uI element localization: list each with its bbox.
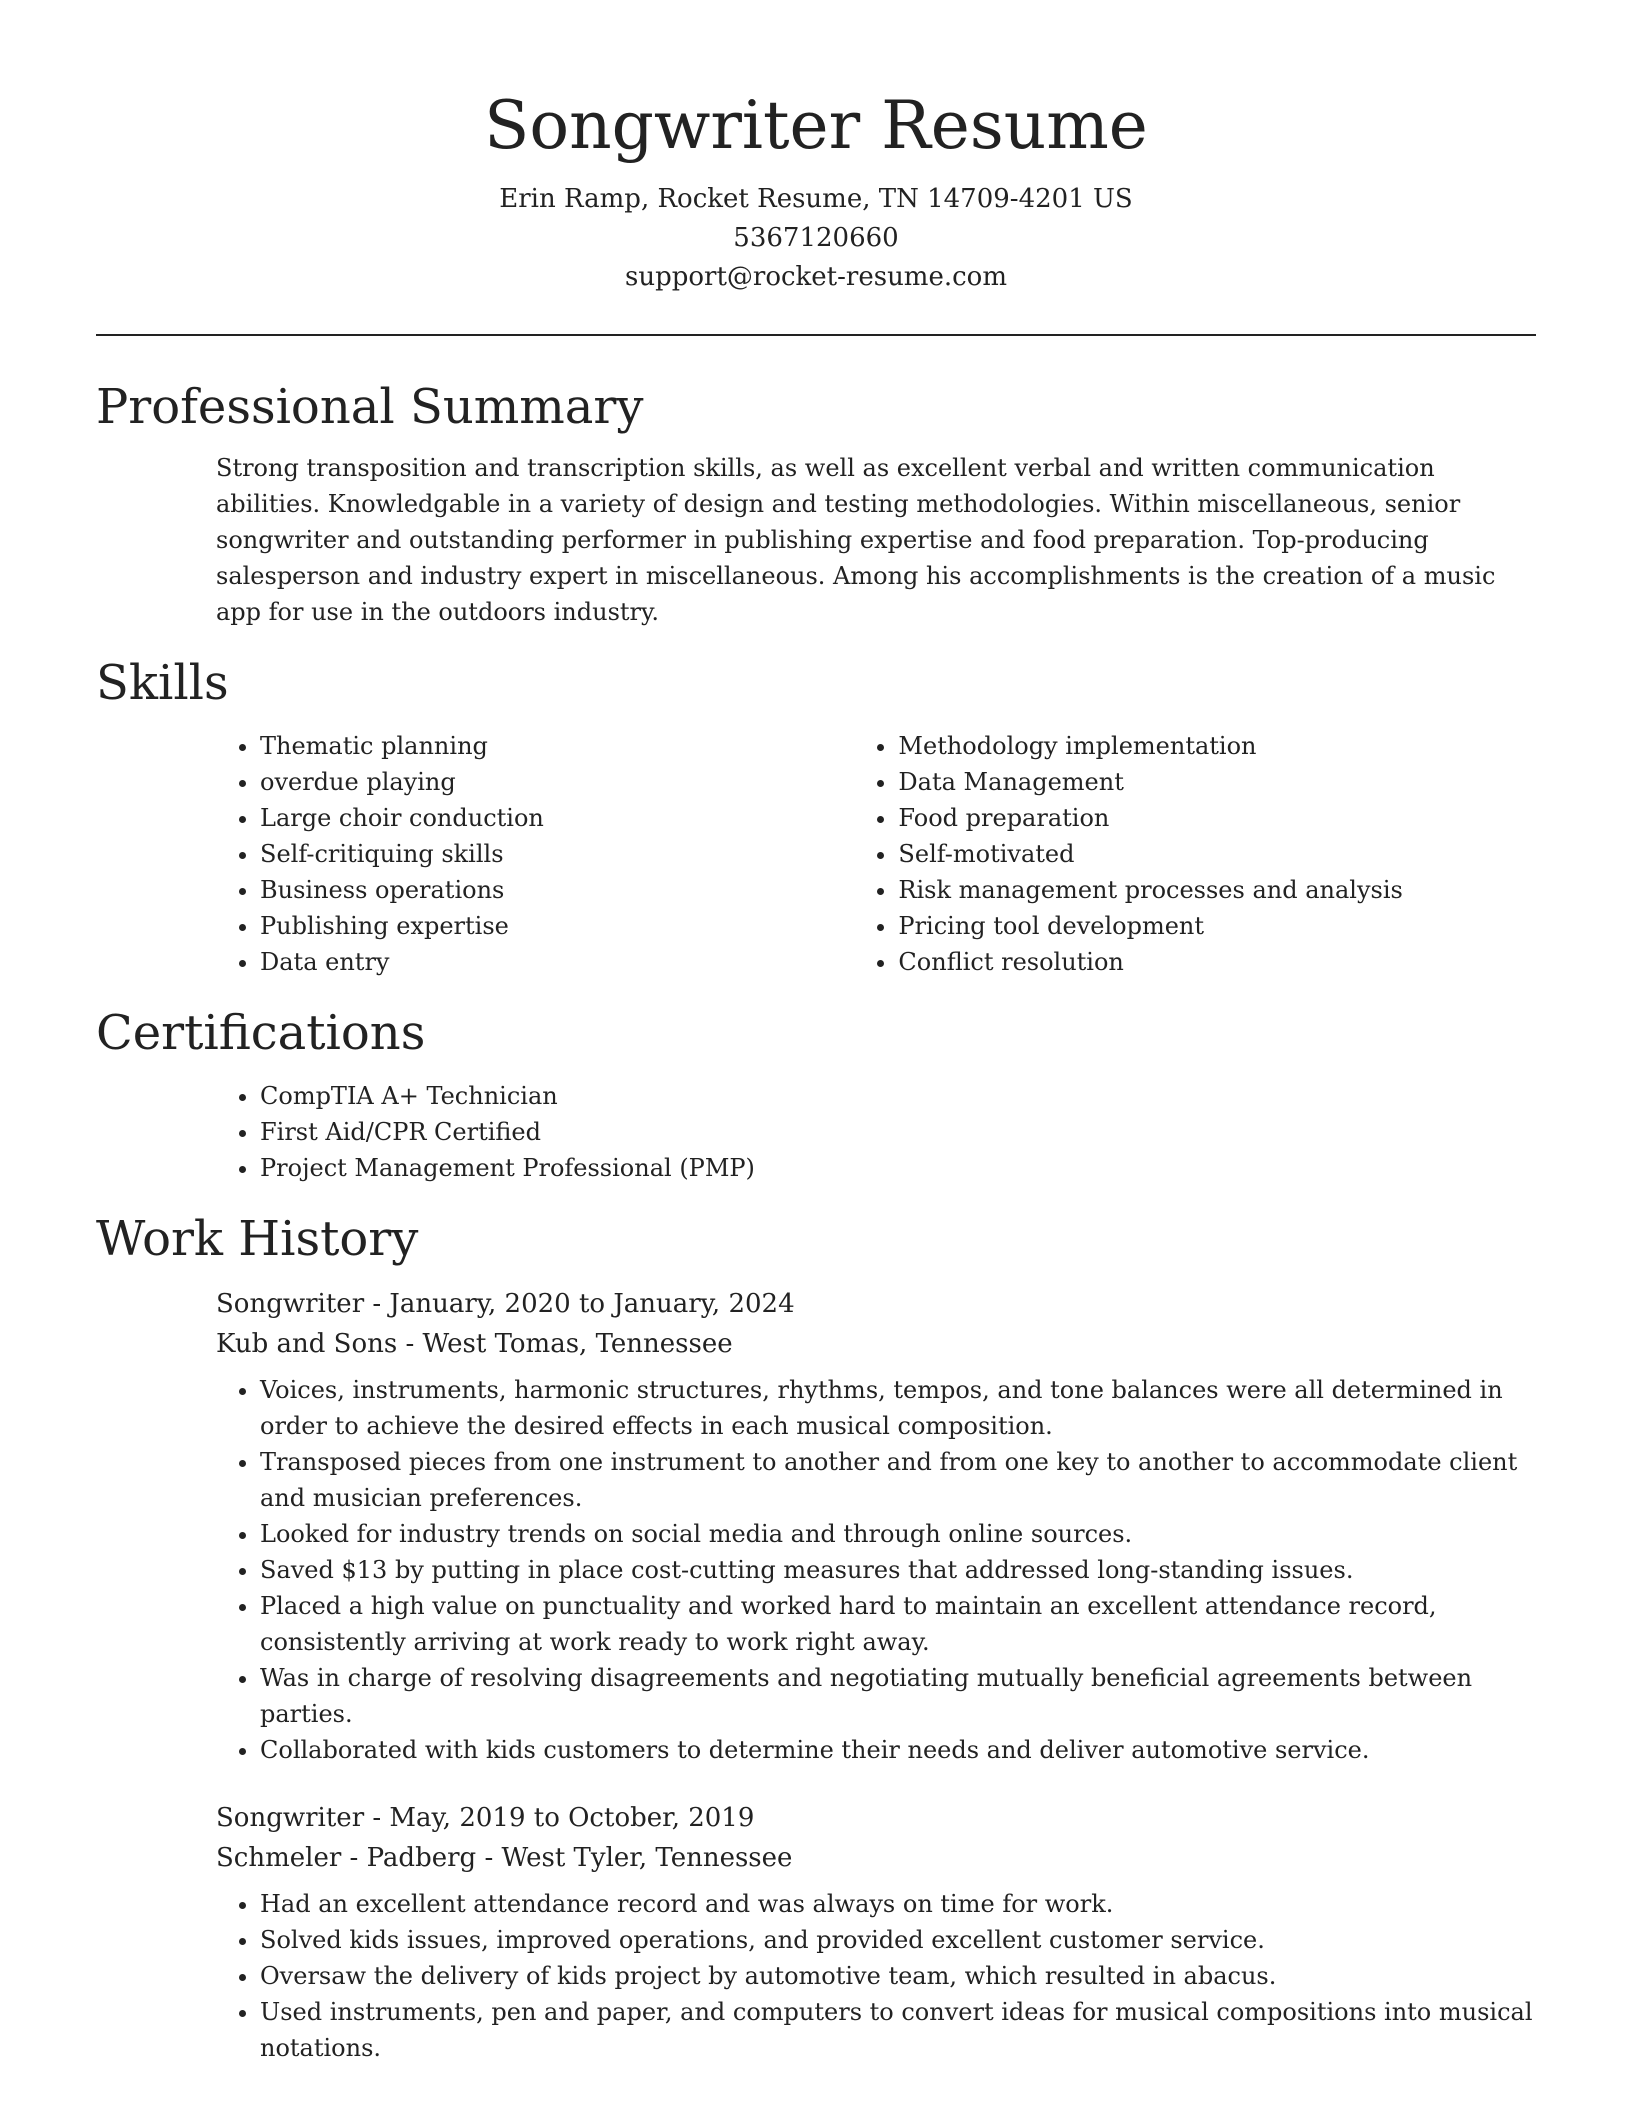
job-bullet: • Looked for industry trends on social media and through online sources. bbox=[260, 1516, 1536, 1552]
skills-list-right bbox=[854, 728, 1536, 980]
job-bullet: • Had an excellent attendance record and was always on time for work. bbox=[260, 1886, 1536, 1922]
contact-phone: 5367120660 bbox=[733, 223, 899, 253]
job-entry bbox=[216, 1284, 1536, 1768]
contact-email: support@rocket-resume.com bbox=[624, 262, 1007, 292]
skills-list-left bbox=[216, 728, 854, 980]
skill-item: • Pricing tool development bbox=[898, 908, 1536, 944]
job-company-location: Kub and Sons - West Tomas, Tennessee bbox=[216, 1329, 733, 1359]
job-entry bbox=[216, 1798, 1536, 2066]
skill-item: • Large choir conduction bbox=[260, 800, 854, 836]
job-title-dates: Songwriter - January, 2020 to January, 2024 bbox=[216, 1289, 795, 1319]
skill-item: • Publishing expertise bbox=[260, 908, 854, 944]
summary-heading: Professional Summary bbox=[96, 379, 644, 435]
contact-address: Erin Ramp, Rocket Resume, TN 14709-4201 US bbox=[499, 184, 1133, 214]
job-company-location: Schmeler - Padberg - West Tyler, Tennessee bbox=[216, 1843, 793, 1873]
skill-item: • Self-motivated bbox=[898, 836, 1536, 872]
job-title-dates: Songwriter - May, 2019 to October, 2019 bbox=[216, 1803, 755, 1833]
job-bullet: • Saved $13 by putting in place cost-cutting measures that addressed long-standing issues. bbox=[260, 1552, 1536, 1588]
summary-text: Strong transposition and transcription skills, as well as excellent verbal and written communication abilities. Knowledgable in a variety of design and testing methodologies. Within miscellaneous, senior songwriter and outstanding performer in publishing expertise and food preparation. Top-producing salesperson and industry expert in miscellaneous. Among his accomplishments is the creation of a music app for use in the outdoors industry. bbox=[216, 454, 1496, 626]
skill-item: • Risk management processes and analysis bbox=[898, 872, 1536, 908]
skills-columns bbox=[216, 728, 1536, 980]
skills-heading: Skills bbox=[96, 655, 229, 711]
job-bullet: • Collaborated with kids customers to determine their needs and deliver automotive service. bbox=[260, 1732, 1536, 1768]
skill-item: • Business operations bbox=[260, 872, 854, 908]
job-bullet: • Voices, instruments, harmonic structures, rhythms, tempos, and tone balances were all determined in order to achieve the desired effects in each musical composition. bbox=[260, 1372, 1536, 1444]
resume-header bbox=[96, 0, 1536, 297]
skill-item: • Methodology implementation bbox=[898, 728, 1536, 764]
skill-item: • Data entry bbox=[260, 944, 854, 980]
skill-item: • overdue playing bbox=[260, 764, 854, 800]
header-divider bbox=[96, 334, 1536, 336]
skill-item: • Conflict resolution bbox=[898, 944, 1536, 980]
skill-item: • Thematic planning bbox=[260, 728, 854, 764]
job-bullet: • Solved kids issues, improved operations, and provided excellent customer service. bbox=[260, 1922, 1536, 1958]
job-bullets bbox=[216, 1886, 1536, 2066]
certification-item: • First Aid/CPR Certified bbox=[260, 1114, 1536, 1150]
skill-item: • Data Management bbox=[898, 764, 1536, 800]
skill-item: • Food preparation bbox=[898, 800, 1536, 836]
certifications-list bbox=[216, 1078, 1536, 1186]
job-bullet: • Placed a high value on punctuality and worked hard to maintain an excellent attendance record, consistently arriving at work ready to work right away. bbox=[260, 1588, 1536, 1660]
work-history-heading: Work History bbox=[96, 1211, 419, 1267]
certification-item: • Project Management Professional (PMP) bbox=[260, 1150, 1536, 1186]
certification-item: • CompTIA A+ Technician bbox=[260, 1078, 1536, 1114]
skill-item: • Self-critiquing skills bbox=[260, 836, 854, 872]
page-title: Songwriter Resume bbox=[484, 87, 1148, 164]
job-bullet: • Oversaw the delivery of kids project by automotive team, which resulted in abacus. bbox=[260, 1958, 1536, 1994]
job-bullets bbox=[216, 1372, 1536, 1768]
job-bullet: • Used instruments, pen and paper, and computers to convert ideas for musical compositions into musical notations. bbox=[260, 1994, 1536, 2066]
job-bullet: • Was in charge of resolving disagreements and negotiating mutually beneficial agreements between parties. bbox=[260, 1660, 1536, 1732]
resume-page bbox=[96, 0, 1536, 2066]
certifications-heading: Certifications bbox=[96, 1005, 426, 1061]
job-bullet: • Transposed pieces from one instrument to another and from one key to another to accommodate client and musician preferences. bbox=[260, 1444, 1536, 1516]
